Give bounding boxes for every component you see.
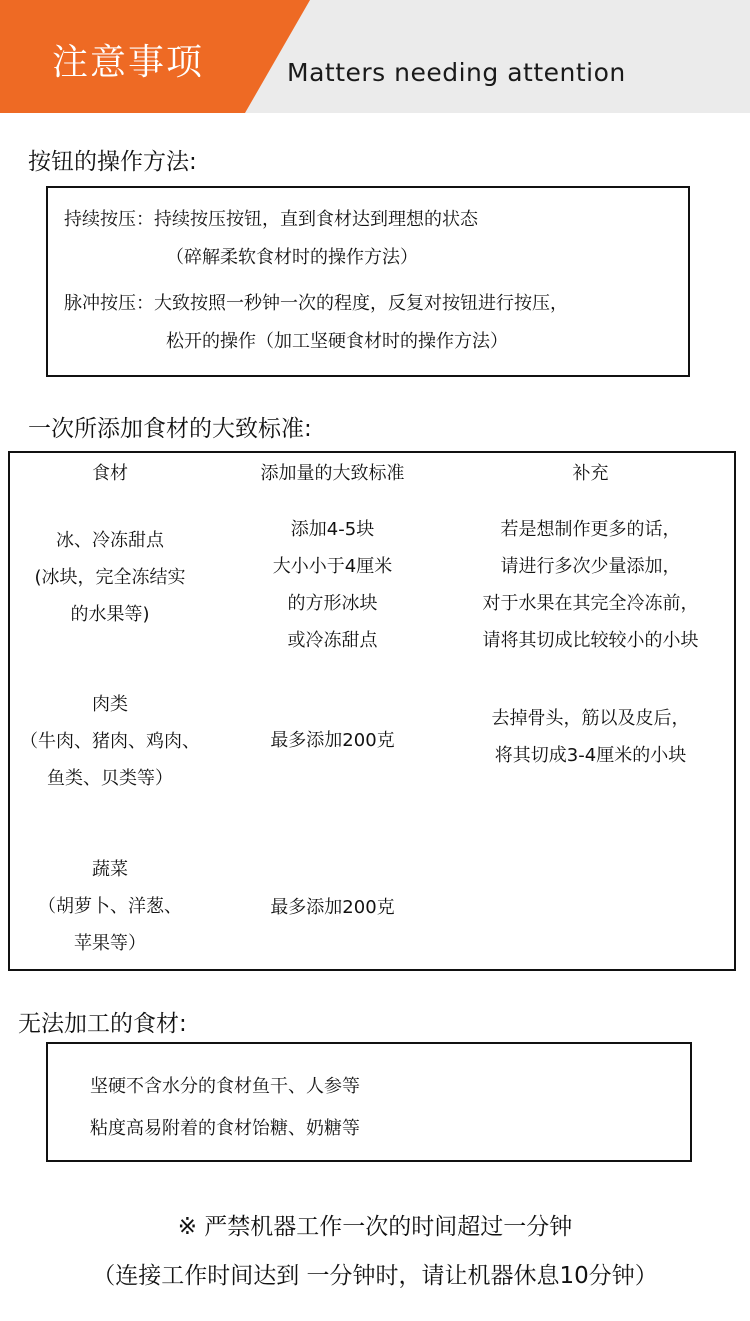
food-cell-line: 冰、冷冻甜点 [56, 530, 164, 551]
unprocessable-line: 坚硬不含水分的食材鱼干、人参等 [90, 1076, 360, 1097]
amount-cell-line: 大小小于4厘米 [272, 556, 393, 577]
food-cell-line: (冰块，完全冻结实 [34, 567, 186, 588]
table-row [10, 522, 210, 633]
note-cell [455, 700, 726, 774]
table-header-amount: 添加量的大致标准 [260, 463, 405, 484]
note-cell-line: 去掉骨头，筋以及皮后， [491, 708, 690, 729]
button-section-title: 按钮的操作方法: [28, 149, 197, 175]
amount-cell-line: 最多添加200克 [270, 730, 395, 751]
amount-cell-line: 或冷冻甜点 [287, 630, 378, 651]
table-header-food: 食材 [92, 463, 128, 484]
unprocessable-section-title: 无法加工的食材: [18, 1011, 187, 1037]
amount-cell [210, 511, 455, 659]
footer-warning: ※ 严禁机器工作一次的时间超过一分钟 [177, 1214, 573, 1240]
note-cell-line: 请将其切成比较较小的小块 [482, 630, 699, 651]
note-cell-line: 将其切成3-4厘米的小块 [494, 745, 687, 766]
footer-note: （连接工作时间达到 一分钟时，请让机器休息10分钟） [92, 1263, 658, 1289]
food-cell-line: 蔬菜 [92, 859, 128, 880]
continuous-press-line: 持续按压：持续按压按钮，直到食材达到理想的状态 [64, 209, 478, 230]
amount-section-title: 一次所添加食材的大致标准: [28, 416, 312, 442]
food-cell-line: 苹果等） [74, 933, 146, 954]
amount-table [8, 451, 736, 971]
food-cell-line: （胡萝卜、洋葱、 [38, 896, 182, 917]
table-header-note: 补充 [572, 463, 609, 484]
table-row [10, 686, 210, 797]
table-row [10, 851, 210, 962]
unprocessable-box [46, 1042, 692, 1162]
food-cell-line: 肉类 [92, 694, 128, 715]
food-cell-line: 鱼类、贝类等） [47, 768, 173, 789]
header-subtitle: Matters needing attention [287, 58, 626, 87]
note-cell-line: 对于水果在其完全冷冻前， [482, 593, 699, 614]
note-cell-line: 请进行多次少量添加， [500, 556, 681, 577]
pulse-press-note: 松开的操作（加工坚硬食材时的操作方法） [166, 331, 508, 352]
continuous-press-note: （碎解柔软食材时的操作方法） [166, 247, 418, 268]
note-cell-line: 若是想制作更多的话， [500, 519, 681, 540]
note-cell [455, 511, 726, 659]
pulse-press-line: 脉冲按压：大致按照一秒钟一次的程度，反复对按钮进行按压， [64, 293, 568, 314]
header-title: 注意事项 [52, 42, 205, 83]
amount-cell [210, 889, 455, 926]
amount-cell [210, 722, 455, 759]
food-cell-line: 的水果等) [70, 604, 150, 625]
unprocessable-line: 粘度高易附着的食材饴糖、奶糖等 [90, 1118, 360, 1139]
button-method-box [46, 186, 690, 377]
food-cell-line: （牛肉、猪肉、鸡肉、 [20, 731, 200, 752]
amount-cell-line: 的方形冰块 [287, 593, 378, 614]
amount-cell-line: 最多添加200克 [270, 897, 395, 918]
amount-cell-line: 添加4-5块 [290, 519, 375, 540]
